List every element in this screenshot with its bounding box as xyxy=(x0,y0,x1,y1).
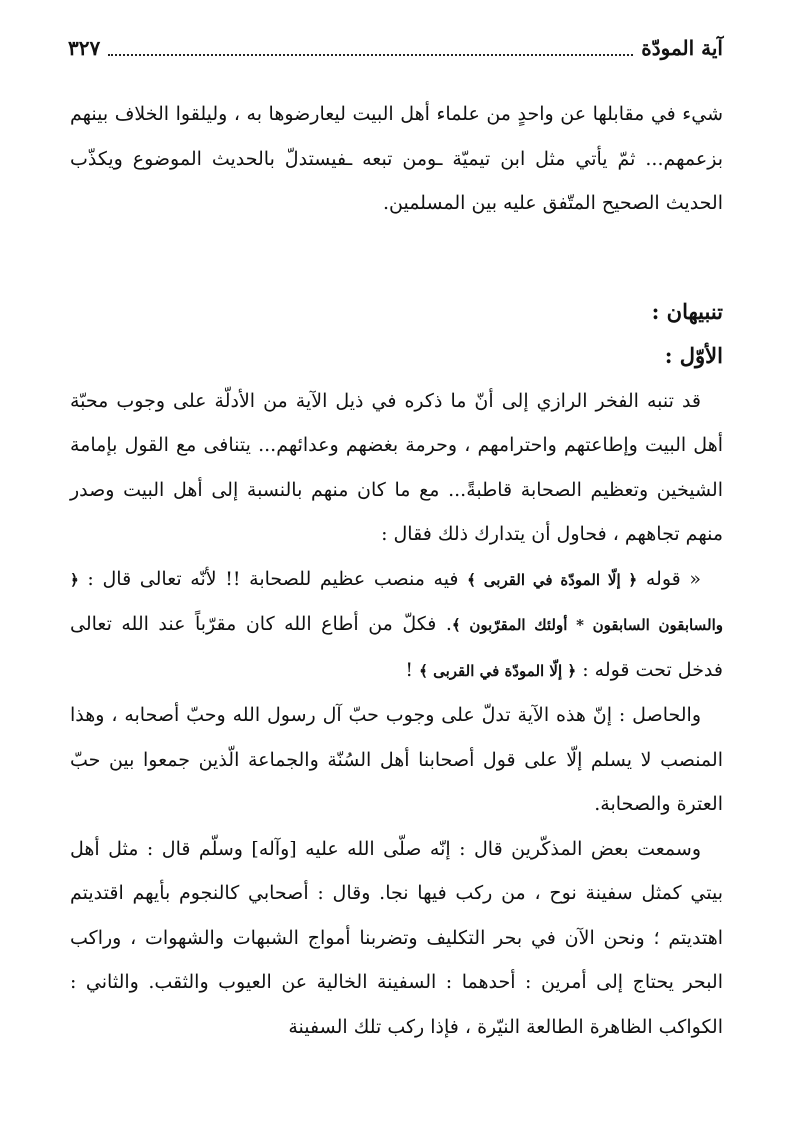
section-gap xyxy=(70,226,723,290)
page-body xyxy=(70,92,723,1049)
heading-first: الأوّل : xyxy=(664,343,723,368)
quote-part: ! xyxy=(405,658,420,681)
paragraph-3: والحاصل : إنّ هذه الآية تدلّ على وجوب حبّ آل رسول الله وحبّ أصحابه ، وهذا المنصب لا يسلم إلّا على قول أصحابنا أهل السُنّة والجماعة الّذين جمعوا بين حبّ العترة والصحابة. xyxy=(70,704,723,815)
quote-part: « قوله xyxy=(637,567,701,590)
paragraph-1: شيء في مقابلها عن واحدٍ من علماء أهل البيت ليعارضوها به ، وليلقوا الخلاف بينهم بزعمهم... ثمّ يأتي مثل ابن تيميّة ـومن تبعه ـفيستدلّ بالحديث الموضوع ويكذّب الحديث الصحيح المتّفق عليه بين المسلمين. xyxy=(70,103,723,214)
quote-paragraph xyxy=(70,557,723,694)
chapter-title: آية المودّة xyxy=(641,36,723,60)
verse-quote-3: ﴿ إلّا المودّة في القربى ﴾ xyxy=(419,661,577,680)
quote-part: . فكلّ من أطاع الله كان مقرّباً عند الله تعالى فدخل تحت قوله : xyxy=(70,613,723,681)
verse-quote-2: ﴿ والسابقون السابقون * أولئك المقرّبون ﴾ xyxy=(70,570,723,634)
quote-part: فيه منصب عظيم للصحابة !! لأنّه تعالى قال : xyxy=(78,567,468,590)
running-header xyxy=(68,28,723,68)
paragraph-2: قد تنبه الفخر الرازي إلى أنّ ما ذكره في ذيل الآية من الأدلّة على وجوب محبّة أهل البيت وإطاعتهم واحترامهم ، وحرمة بغضهم وعدائهم... يتنافى مع القول بإمامة الشيخين وتعظيم الصحابة قاطبةً... مع ما كان منهم بالنسبة إلى أهل البيت وصدر منهم تجاههم ، فحاول أن يتدارك ذلك فقال : xyxy=(70,389,723,545)
verse-quote-1: ﴿ إلّا المودّة في القربى ﴾ xyxy=(467,570,638,589)
leader-dots xyxy=(108,40,633,56)
page-number: ٣٢٧ xyxy=(68,36,101,60)
heading-notes: تنبيهان : xyxy=(651,298,723,324)
paragraph-4: وسمعت بعض المذكّرين قال : إنّه صلّى الله عليه [وآله] وسلّم قال : مثل أهل بيتي كمثل سفينة نوح ، من ركب فيها نجا. وقال : أصحابي كالنجوم بأيهم اقتديتم اهتديتم ؛ ونحن الآن في بحر التكليف وتضربنا أمواج الشبهات والشهوات ، وراكب البحر يحتاج إلى أمرين : أحدهما : السفينة الخالية عن العيوب والثقب. والثاني : الكواكب الظاهرة الطالعة النيّرة ، فإذا ركب تلك السفينة xyxy=(70,837,723,1038)
